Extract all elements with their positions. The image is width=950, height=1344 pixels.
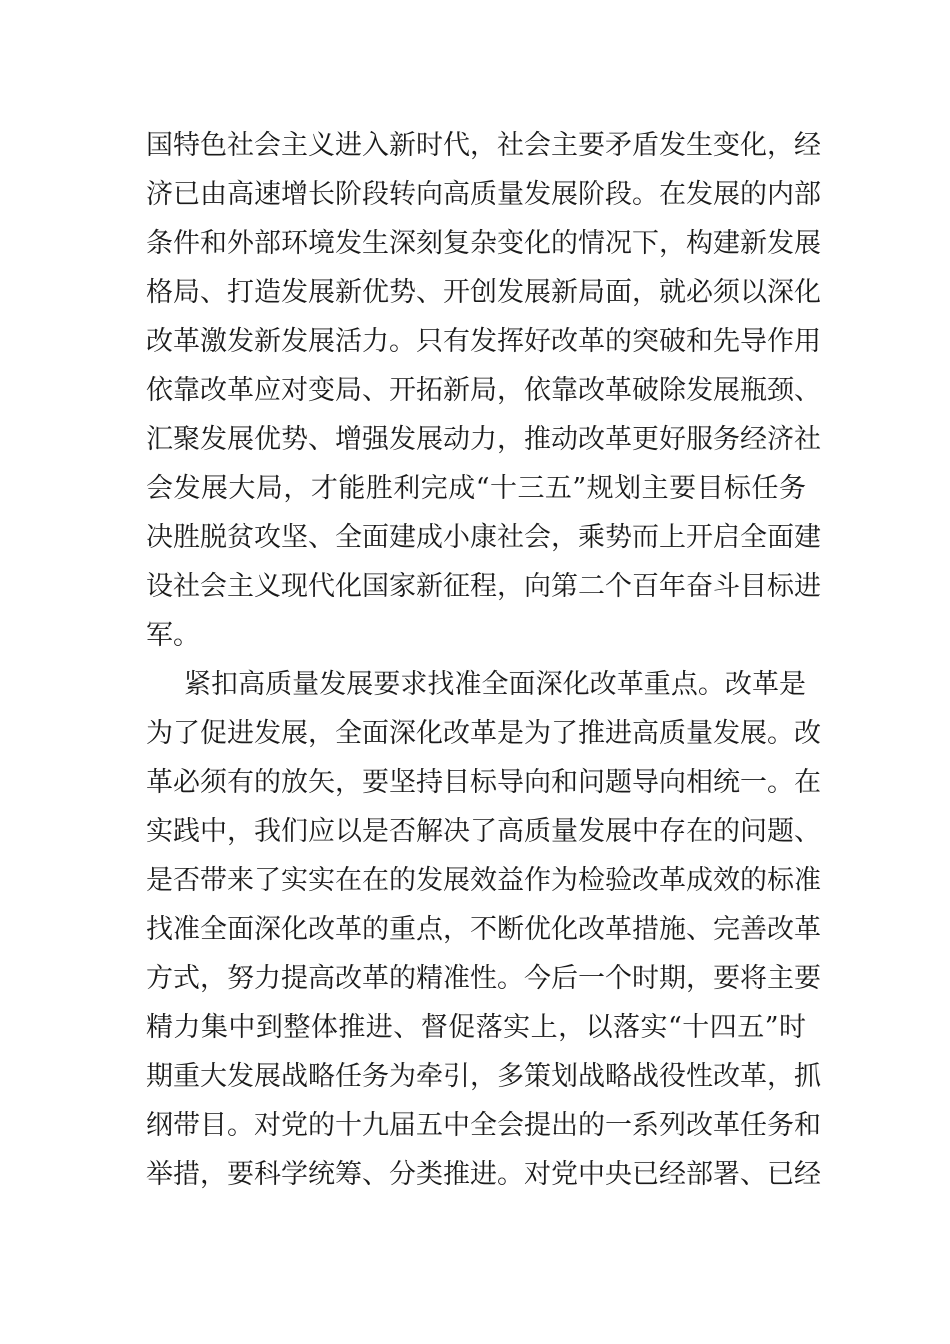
text-line: 举措，要科学统筹、分类推进。对党中央已经部署、已经 — [146, 1159, 821, 1190]
text-line: 精力集中到整体推进、督促落实上，以落实“十四五”时 — [146, 1012, 806, 1043]
text-line: 期重大发展战略任务为牵引，多策划战略战役性改革，抓 — [146, 1061, 821, 1092]
text-line: 是否带来了实实在在的发展效益作为检验改革成效的标准 — [146, 865, 821, 896]
paragraph-1 — [146, 121, 821, 660]
text-line: 设社会主义现代化国家新征程，向第二个百年奋斗目标进 — [146, 571, 821, 602]
text-line: 济已由高速增长阶段转向高质量发展阶段。在发展的内部 — [146, 179, 821, 210]
text-line: 汇聚发展优势、增强发展动力，推动改革更好服务经济社 — [146, 424, 821, 455]
text-line: 找准全面深化改革的重点，不断优化改革措施、完善改革 — [146, 914, 821, 945]
text-line: 实践中，我们应以是否解决了高质量发展中存在的问题、 — [146, 816, 821, 847]
text-line: 条件和外部环境发生深刻复杂变化的情况下，构建新发展 — [146, 228, 821, 259]
text-line: 纲带目。对党的十九届五中全会提出的一系列改革任务和 — [146, 1110, 821, 1141]
text-line: 会发展大局，才能胜利完成“十三五”规划主要目标任务 — [146, 473, 806, 504]
text-line: 依靠改革应对变局、开拓新局，依靠改革破除发展瓶颈、 — [146, 375, 821, 406]
text-line: 革必须有的放矢，要坚持目标导向和问题导向相统一。在 — [146, 767, 821, 798]
paragraph-2 — [146, 660, 821, 1199]
body-text — [146, 121, 821, 1199]
text-line: 改革激发新发展活力。只有发挥好改革的突破和先导作用 — [146, 326, 821, 357]
text-line: 为了促进发展，全面深化改革是为了推进高质量发展。改 — [146, 718, 821, 749]
text-line: 军。 — [146, 620, 200, 651]
text-line: 国特色社会主义进入新时代，社会主要矛盾发生变化，经 — [146, 130, 821, 161]
text-line: 紧扣高质量发展要求找准全面深化改革重点。改革是 — [184, 669, 806, 700]
text-line: 方式，努力提高改革的精准性。今后一个时期，要将主要 — [146, 963, 821, 994]
text-line: 格局、打造发展新优势、开创发展新局面，就必须以深化 — [146, 277, 821, 308]
text-line: 决胜脱贫攻坚、全面建成小康社会，乘势而上开启全面建 — [146, 522, 821, 553]
